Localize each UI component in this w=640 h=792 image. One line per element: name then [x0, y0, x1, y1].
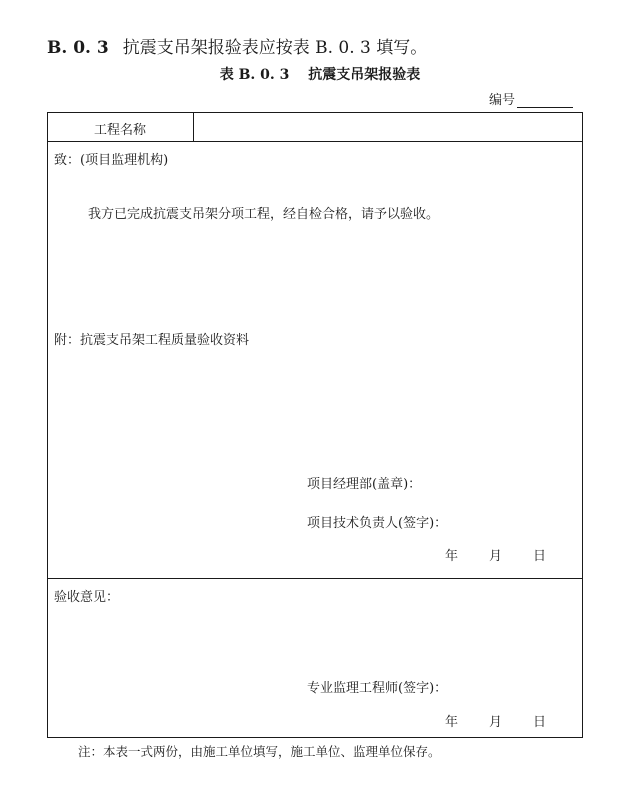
column-divider	[193, 113, 194, 141]
footnote: 注：本表一式两份，由施工单位填写，施工单位、监理单位保存。	[78, 744, 441, 759]
tech-lead-sign-line[interactable]: 项目技术负责人(签字)：	[307, 516, 448, 531]
date-month: 月	[489, 549, 503, 564]
project-name-label: 工程名称	[94, 123, 147, 138]
addressee-line: 致：(项目监理机构)	[54, 153, 169, 168]
date-day: 日	[533, 715, 547, 730]
acceptance-opinion-label: 验收意见：	[54, 590, 120, 605]
table-title: 表 B. 0. 3 抗震支吊架报验表	[219, 67, 421, 83]
date-year: 年	[445, 715, 459, 730]
serial-label: 编号	[489, 93, 516, 108]
clause-number: B. 0. 3	[47, 38, 109, 58]
inspection-form-table	[47, 112, 583, 738]
attachment-line: 附：抗震支吊架工程质量验收资料	[54, 333, 250, 348]
date-month: 月	[489, 715, 503, 730]
date-year: 年	[445, 549, 459, 564]
completion-statement: 我方已完成抗震支吊架分项工程，经自检合格，请予以验收。	[88, 207, 440, 222]
clause-heading	[47, 33, 427, 58]
section-divider	[48, 578, 582, 579]
serial-number-field	[489, 89, 573, 108]
serial-blank[interactable]	[517, 94, 573, 108]
date-day: 日	[533, 549, 547, 564]
row-divider	[48, 141, 582, 142]
clause-text: 抗震支吊架报验表应按表 B. 0. 3 填写。	[122, 38, 428, 58]
pm-dept-seal-line[interactable]: 项目经理部(盖章)：	[307, 477, 422, 492]
supervisor-sign-line[interactable]: 专业监理工程师(签字)：	[307, 681, 448, 696]
project-name-input[interactable]	[203, 119, 573, 135]
